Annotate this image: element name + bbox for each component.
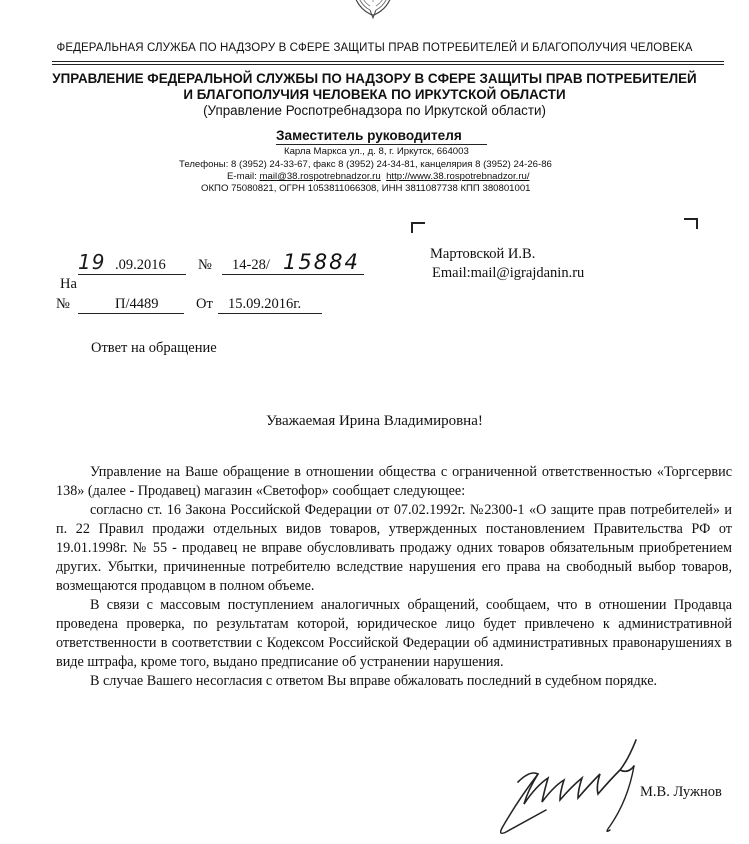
department-name-line2: И БЛАГОПОЛУЧИЯ ЧЕЛОВЕКА ПО ИРКУТСКОЙ ОБЛАСТИ xyxy=(183,87,566,102)
outgoing-number-underline xyxy=(222,274,364,275)
greeting: Уважаемая Ирина Владимировна! xyxy=(266,413,483,429)
agency-name: ФЕДЕРАЛЬНАЯ СЛУЖБА ПО НАДЗОРУ В СФЕРЕ ЗАЩИТЫ ПРАВ ПОТРЕБИТЕЛЕЙ И БЛАГОПОЛУЧИЯ ЧЕЛОВЕКА xyxy=(56,42,693,54)
coat-of-arms-emblem xyxy=(348,0,398,20)
email-link[interactable]: mail@38.rospotrebnadzor.ru xyxy=(259,171,381,182)
letter-body xyxy=(56,463,732,691)
letter-subject: Ответ на обращение xyxy=(91,340,217,356)
reference-date: 15.09.2016г. xyxy=(228,296,302,312)
body-paragraph-2: согласно ст. 16 Закона Российской Федерации от 07.02.1992г. №2300-1 «О защите прав потребителей» и п. 22 Правил продажи отдельных видов товаров, утвержденных постановлением Правительства РФ от 19.01.1998г. № 55 - продавец не вправе обусловливать продажу одних товаров обязательным приобретением других. Убытки, причиненные потребителю вследствие нарушения его права на свободный выбор товаров, возмещаются продавцом в полном объеме. xyxy=(56,502,732,594)
email-website-line xyxy=(227,171,530,183)
position-title: Заместитель руководителя xyxy=(276,128,462,143)
department-short-name: (Управление Роспотребнадзора по Иркутской области) xyxy=(203,103,546,118)
handwritten-signature xyxy=(478,730,658,840)
phones: Телефоны: 8 (3952) 24-33-67, факс 8 (3952) 24-34-81, канцелярия 8 (3952) 24-26-86 xyxy=(179,159,552,170)
recipient-email: Email:mail@igrajdanin.ru xyxy=(432,265,585,281)
outgoing-date: .09.2016 xyxy=(115,257,166,273)
signer-name: М.В. Лужнов xyxy=(640,784,722,800)
header-divider-bottom xyxy=(52,64,724,65)
address-corner-left xyxy=(411,222,425,233)
body-paragraph-3: В связи с массовым поступлением аналогичных обращений, сообщаем, что в отношении Продавца проведена проверка, по результатам которой, юридическое лицо будет привлечено к административной ответственности в соответствии с Кодексом Российской Федерации об административных правонарушениях в виде штрафа, кроме того, выдано предписание об устранении нарушения. xyxy=(56,597,732,670)
address: Карла Маркса ул., д. 8, г. Иркутск, 664003 xyxy=(284,146,469,157)
reference-number-label: № xyxy=(56,296,70,312)
reference-date-underline xyxy=(218,313,322,314)
website-link[interactable]: http://www.38.rospotrebnadzor.ru/ xyxy=(386,171,530,182)
body-paragraph-1: Управление на Ваше обращение в отношении общества с ограниченной ответственностью «Торгсервис 138» (далее - Продавец) магазин «Светофор» сообщает следующее: xyxy=(56,464,732,499)
outgoing-date-day: 19 xyxy=(78,250,106,274)
position-title-rule xyxy=(276,144,487,145)
outgoing-number-label: № xyxy=(198,257,212,273)
department-name-line1: УПРАВЛЕНИЕ ФЕДЕРАЛЬНОЙ СЛУЖБЫ ПО НАДЗОРУ В СФЕРЕ ЗАЩИТЫ ПРАВ ПОТРЕБИТЕЛЕЙ xyxy=(52,71,697,86)
outgoing-number: 14-28/ xyxy=(232,257,270,273)
address-corner-right xyxy=(684,218,698,229)
email-label: E-mail: xyxy=(227,171,260,182)
recipient-name: Мартовской И.В. xyxy=(430,246,536,262)
outgoing-date-underline xyxy=(78,274,186,275)
registry-codes: ОКПО 75080821, ОГРН 1053811066308, ИНН 3811087738 КПП 380801001 xyxy=(201,183,531,194)
body-paragraph-4: В случае Вашего несогласия с ответом Вы вправе обжаловать последний в судебном порядке. xyxy=(90,673,658,689)
reference-from-label: От xyxy=(196,296,213,312)
reference-na-label: На xyxy=(60,276,77,292)
header-divider-top xyxy=(52,61,724,62)
reference-number: П/4489 xyxy=(115,296,159,312)
reference-number-underline xyxy=(78,313,184,314)
outgoing-number-handwritten: 15884 xyxy=(283,250,360,274)
